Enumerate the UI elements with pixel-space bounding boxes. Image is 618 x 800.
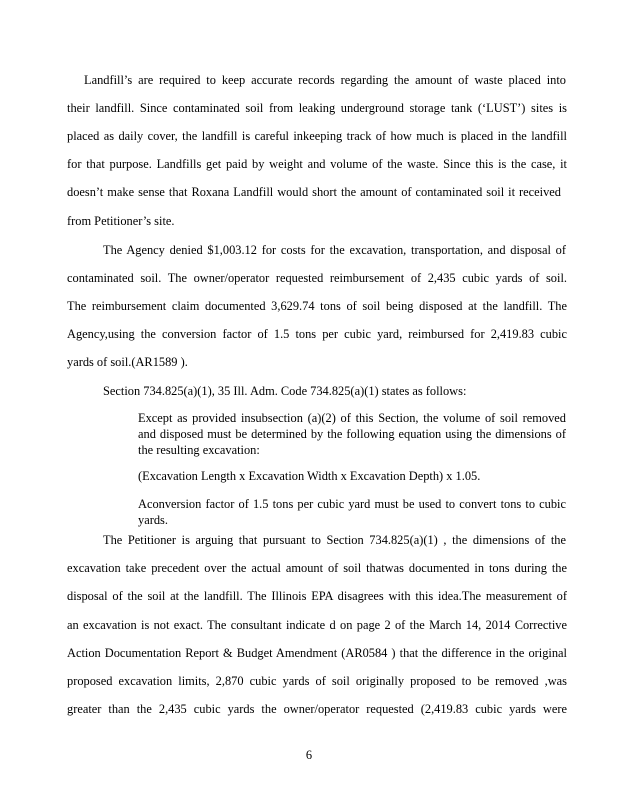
paragraph4-line-2: excavation take precedent over the actual amount of soil thatwas documented in tons during the bbox=[67, 561, 567, 575]
paragraph4-line-6: proposed excavation limits, 2,870 cubic yards of soil originally proposed to be removed ,was bbox=[67, 674, 567, 688]
block-quote-para-1 bbox=[138, 410, 566, 458]
paragraph2-line-1: The Agency denied $1,003.12 for costs for the excavation, transportation, and disposal of bbox=[103, 243, 566, 257]
page-number: 6 bbox=[305, 748, 313, 762]
paragraph4-line-5: Action Documentation Report & Budget Amendment (AR0584 ) that the difference in the original bbox=[67, 646, 567, 660]
paragraph1-line-1: Landfill’s are required to keep accurate records regarding the amount of waste placed into bbox=[84, 73, 566, 87]
section-citation-line: Section 734.825(a)(1), 35 Ill. Adm. Code 734.825(a)(1) states as follows: bbox=[103, 384, 467, 398]
block-quote-text-1: Except as provided insubsection (a)(2) of this Section, the volume of soil removed and disposed must be determined by the following equation using the dimensions of the resulting excavation: bbox=[138, 411, 566, 457]
paragraph4-line-7: greater than the 2,435 cubic yards the owner/operator requested (2,419.83 cubic yards were bbox=[67, 702, 567, 716]
paragraph2-line-4: Agency,using the conversion factor of 1.5 tons per cubic yard, reimbursed for 2,419.83 cubic bbox=[67, 327, 567, 341]
block-quote-para-2 bbox=[138, 468, 566, 484]
paragraph1-line-6: from Petitioner’s site. bbox=[67, 214, 175, 228]
block-quote-text-3: Aconversion factor of 1.5 tons per cubic yard must be used to convert tons to cubic yards. bbox=[138, 497, 566, 527]
paragraph2-line-2: contaminated soil. The owner/operator requested reimbursement of 2,435 cubic yards of soil. bbox=[67, 271, 567, 285]
block-quote-para-3 bbox=[138, 496, 566, 528]
paragraph4-line-3: disposal of the soil at the landfill. The Illinois EPA disagrees with this idea.The measurement of bbox=[67, 589, 567, 603]
paragraph1-line-3: placed as daily cover, the landfill is careful inkeeping track of how much is placed in the landfill bbox=[67, 129, 567, 143]
paragraph4-line-4: an excavation is not exact. The consultant indicate d on page 2 of the March 14, 2014 Corrective bbox=[67, 618, 567, 632]
paragraph1-line-5: doesn’t make sense that Roxana Landfill would short the amount of contaminated soil it received bbox=[67, 185, 561, 199]
block-quote-text-2: (Excavation Length x Excavation Width x Excavation Depth) x 1.05. bbox=[138, 469, 481, 483]
paragraph4-line-1: The Petitioner is arguing that pursuant to Section 734.825(a)(1) , the dimensions of the bbox=[103, 533, 566, 547]
paragraph2-line-5: yards of soil.(AR1589 ). bbox=[67, 355, 188, 369]
paragraph1-line-2: their landfill. Since contaminated soil from leaking underground storage tank (‘LUST’) sites is bbox=[67, 101, 567, 115]
paragraph2-line-3: The reimbursement claim documented 3,629.74 tons of soil being disposed at the landfill. The bbox=[67, 299, 567, 313]
paragraph1-line-4: for that purpose. Landfills get paid by weight and volume of the waste. Since this is the case, it bbox=[67, 157, 567, 171]
